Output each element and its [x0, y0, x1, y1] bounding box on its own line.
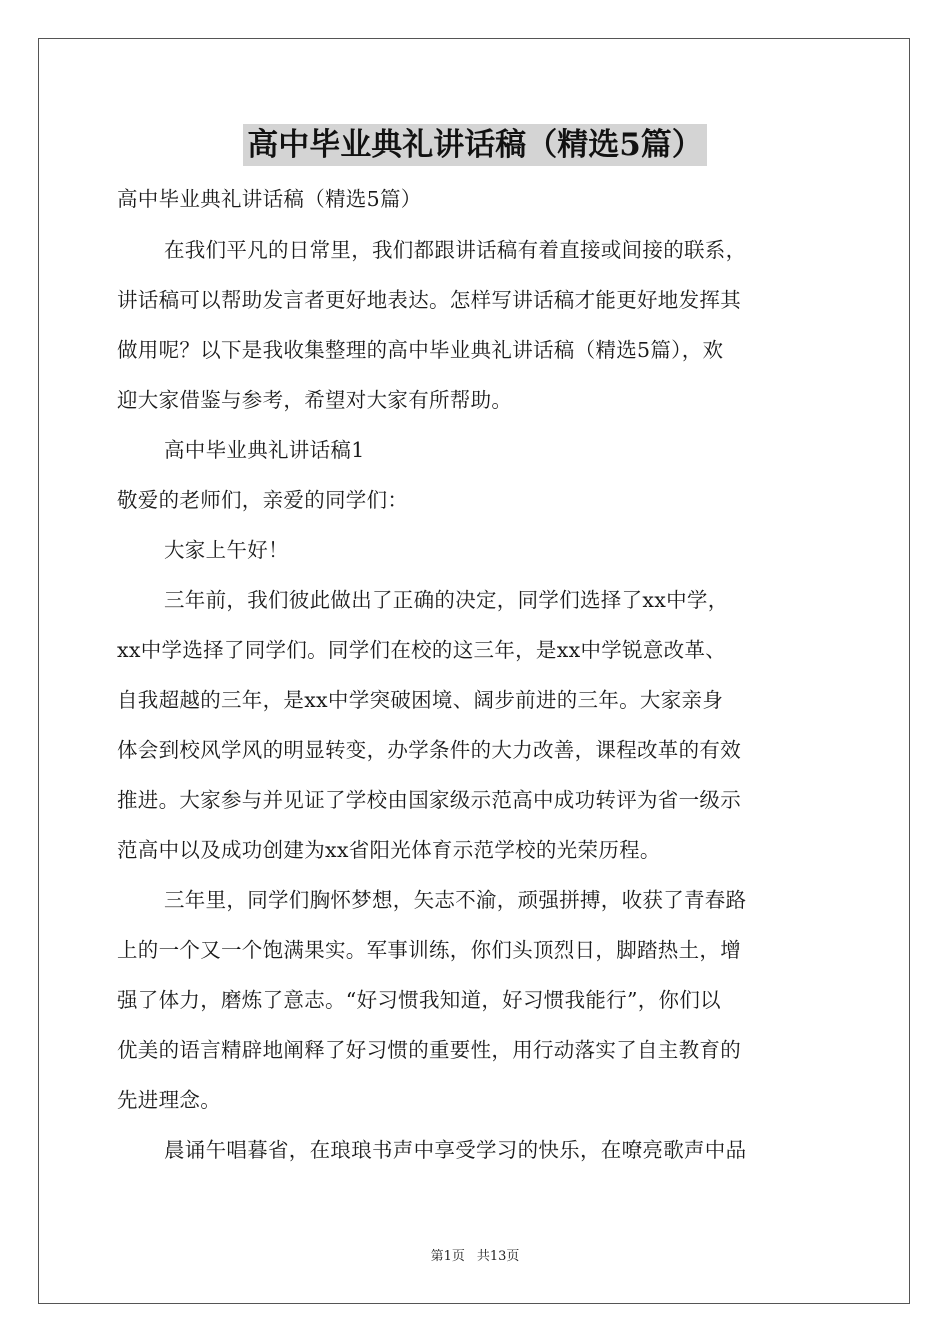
paragraph-line: 做用呢？以下是我收集整理的高中毕业典礼讲话稿（精选5篇），欢 [117, 338, 724, 362]
salutation-line: 敬爱的老师们，亲爱的同学们： [117, 488, 409, 512]
paragraph-line: 晨诵午唱暮省，在琅琅书声中享受学习的快乐，在嘹亮歌声中品 [164, 1138, 747, 1162]
greeting-line: 大家上午好！ [164, 538, 289, 562]
paragraph-line: 体会到校风学风的明显转变，办学条件的大力改善，课程改革的有效 [117, 738, 741, 762]
page-total: 共13页 [476, 1249, 520, 1264]
paragraph-line: 自我超越的三年，是xx中学突破困境、阔步前进的三年。大家亲身 [117, 688, 724, 712]
document-title-container [0, 124, 950, 166]
section-heading: 高中毕业典礼讲话稿1 [164, 438, 365, 462]
page-number: 第1页 [430, 1249, 465, 1264]
paragraph-line: 迎大家借鉴与参考，希望对大家有所帮助。 [117, 388, 513, 412]
page-frame [38, 38, 910, 1304]
document-title: 高中毕业典礼讲话稿（精选5篇） [243, 124, 707, 166]
page-footer [0, 1248, 950, 1266]
paragraph-line: 强了体力，磨炼了意志。“好习惯我知道，好习惯我能行”，你们以 [117, 988, 721, 1012]
paragraph-line: 优美的语言精辟地阐释了好习惯的重要性，用行动落实了自主教育的 [117, 1038, 741, 1062]
paragraph-line: 讲话稿可以帮助发言者更好地表达。怎样写讲话稿才能更好地发挥其 [117, 288, 741, 312]
paragraph-line: 推进。大家参与并见证了学校由国家级示范高中成功转评为省一级示 [117, 788, 741, 812]
paragraph-line: 上的一个又一个饱满果实。军事训练，你们头顶烈日，脚踏热土，增 [117, 938, 741, 962]
paragraph-line: 三年里，同学们胸怀梦想，矢志不渝，顽强拼搏，收获了青春路 [164, 888, 747, 912]
paragraph-line: 三年前，我们彼此做出了正确的决定，同学们选择了xx中学， [164, 588, 729, 612]
paragraph-line: 先进理念。 [117, 1088, 221, 1112]
paragraph-line: 范高中以及成功创建为xx省阳光体育示范学校的光荣历程。 [117, 838, 661, 862]
subtitle-line: 高中毕业典礼讲话稿（精选5篇） [117, 187, 422, 211]
paragraph-line: xx中学选择了同学们。同学们在校的这三年，是xx中学锐意改革、 [117, 638, 727, 662]
paragraph-line: 在我们平凡的日常里，我们都跟讲话稿有着直接或间接的联系， [164, 238, 747, 262]
